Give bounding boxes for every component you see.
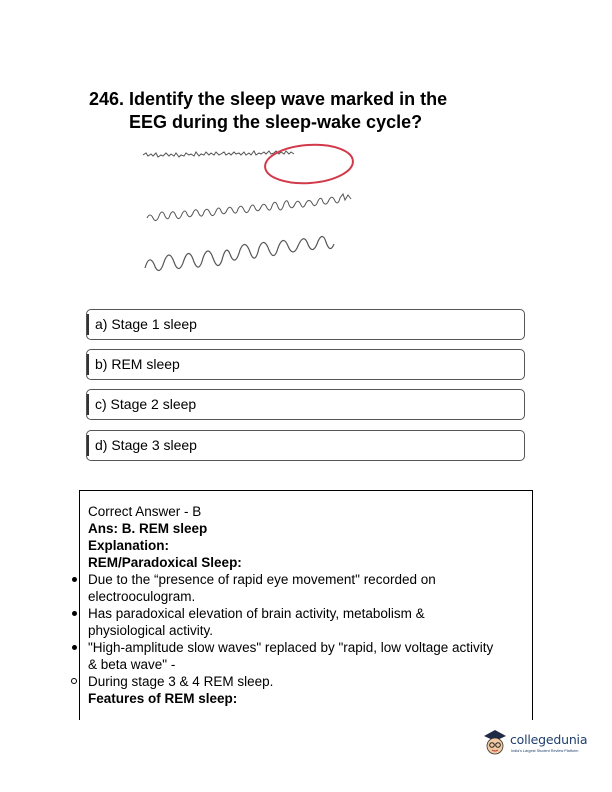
logo-name: collegedunia: [510, 732, 588, 747]
eeg-traces-figure: [135, 140, 405, 290]
correct-answer: Correct Answer - B: [88, 504, 202, 519]
answer-line: Ans: B. REM sleep: [88, 521, 208, 536]
features-heading: Features of REM sleep:: [88, 691, 238, 706]
question-line-2: EEG during the sleep-wake cycle?: [129, 112, 423, 132]
mascot-icon: [482, 727, 508, 757]
option-c-label: c) Stage 2 sleep: [95, 396, 197, 412]
bullet-dot-icon: [72, 645, 77, 650]
option-c[interactable]: [86, 389, 525, 420]
question-number: 246.: [89, 89, 125, 109]
answer-explanation: [88, 503, 528, 707]
bullet-item: "High-amplitude slow waves" replaced by "rapid, low voltage activity & beta wave" -: [88, 639, 528, 673]
option-a[interactable]: [86, 309, 525, 340]
question-line-1: Identify the sleep wave marked in the: [129, 89, 448, 109]
option-b[interactable]: [86, 349, 525, 380]
explanation-heading: Explanation:: [88, 538, 170, 553]
option-b-label: b) REM sleep: [95, 356, 180, 372]
bullet-item: Due to the “presence of rapid eye movement" recorded on electrooculogram.: [88, 571, 528, 605]
sub-bullet-item: During stage 3 & 4 REM sleep.: [88, 673, 528, 690]
bullet-dot-icon: [72, 577, 77, 582]
question-text: [89, 88, 529, 134]
bullet-circle-icon: [71, 678, 77, 684]
rem-subheading: REM/Paradoxical Sleep:: [88, 555, 242, 570]
eeg-trace-stage2: [147, 194, 351, 221]
eeg-trace-stage3: [145, 236, 334, 270]
option-a-label: a) Stage 1 sleep: [95, 316, 197, 332]
bullet-dot-icon: [72, 611, 77, 616]
marked-wave-circle: [264, 142, 354, 186]
collegedunia-logo: [482, 727, 592, 761]
logo-tagline: India's Largest Student Review Platform: [511, 749, 579, 753]
bullet-item: Has paradoxical elevation of brain activity, metabolism & physiological activity.: [88, 605, 528, 639]
option-d[interactable]: [86, 430, 525, 461]
option-d-label: d) Stage 3 sleep: [95, 437, 197, 453]
